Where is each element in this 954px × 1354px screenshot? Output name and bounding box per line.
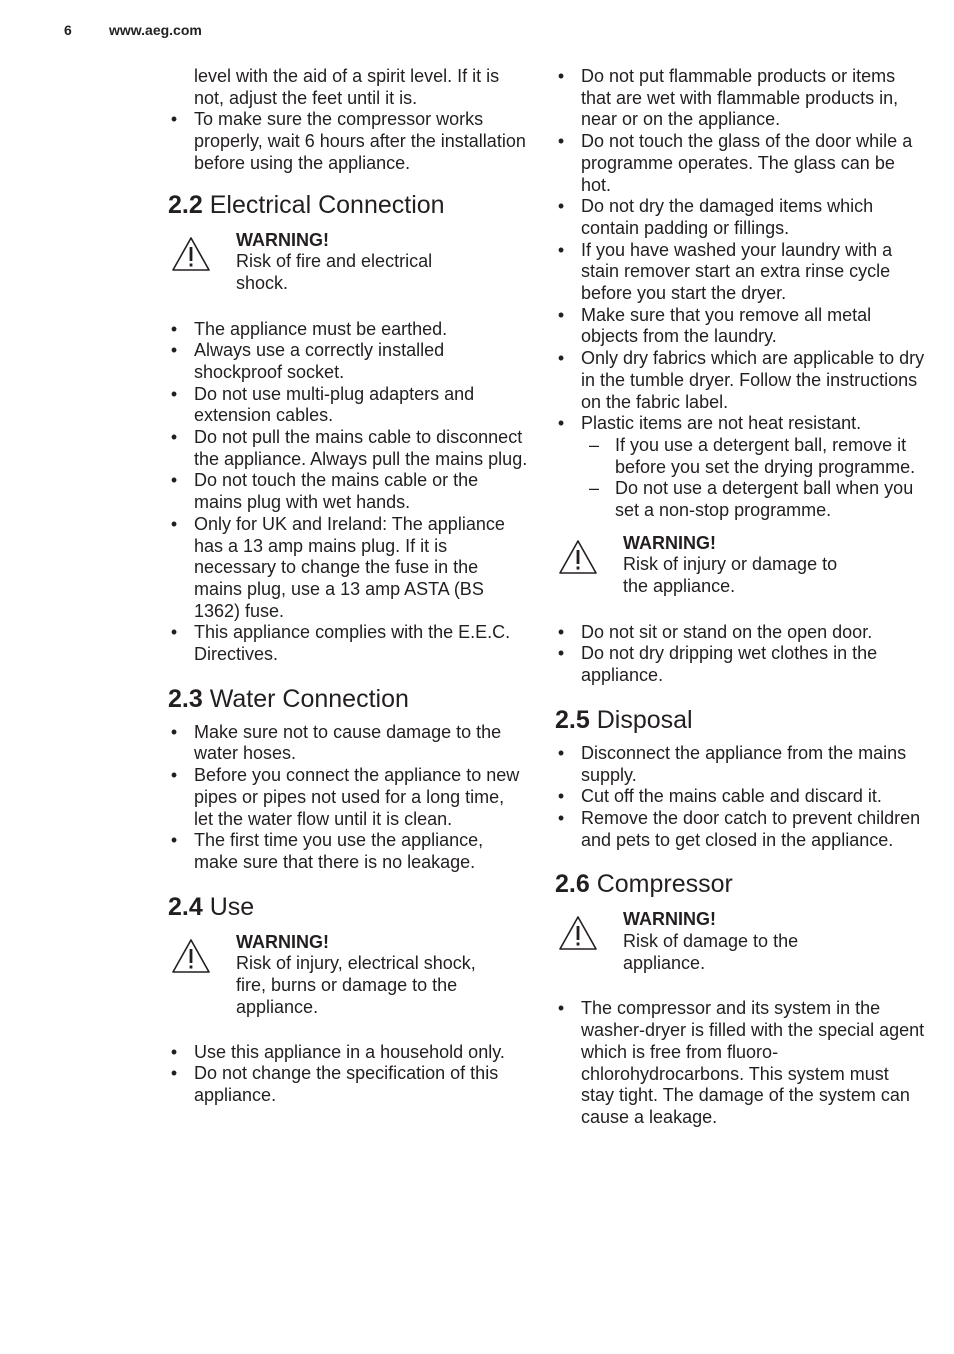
bullet-icon: •: [170, 340, 178, 361]
section-title: Compressor: [596, 870, 733, 899]
warning-block-use-2: [555, 533, 925, 622]
use-bullet-list: [168, 1042, 528, 1107]
section-heading-water: [168, 684, 528, 714]
bullet-icon: •: [557, 239, 565, 260]
list-item: [555, 305, 925, 348]
list-item: [168, 109, 528, 174]
list-item-text: The compressor and its system in the washer-dryer is filled with the special agent which is free from fluoro-chlorohydrocarbons. This system must stay tight. The damage of the system can cause a leakage.: [581, 998, 925, 1127]
bullet-icon: •: [170, 830, 178, 851]
bullet-icon: •: [170, 318, 178, 339]
page-number: 6: [64, 22, 72, 38]
list-item-text: Use this appliance in a household only.: [194, 1041, 505, 1062]
list-item: [555, 413, 925, 435]
bullet-icon: •: [557, 413, 565, 434]
list-item-text: Do not sit or stand on the open door.: [581, 621, 873, 642]
compressor-bullet-list: [555, 998, 925, 1128]
bullet-icon: •: [170, 721, 178, 742]
list-item: [555, 66, 925, 131]
list-item-text: Do not put flammable products or items that are wet with flammable products in, near or on the appliance.: [581, 66, 899, 130]
bullet-icon: •: [557, 742, 565, 763]
warning-text: Risk of injury, electrical shock, fire, burns or damage to the appliance.: [236, 953, 476, 1017]
list-item-text: The first time you use the appliance, make sure that there is no leakage.: [194, 830, 484, 872]
bullet-icon: •: [170, 513, 178, 534]
warning-triangle-icon: [558, 915, 598, 951]
section-number: 2.6: [555, 870, 590, 899]
list-item-text: Before you connect the appliance to new pipes or pipes not used for a long time, let the water flow until it is clean.: [194, 765, 520, 829]
section-title: Disposal: [596, 705, 693, 734]
bullet-icon: •: [557, 304, 565, 325]
warning-title: WARNING!: [236, 229, 329, 250]
list-item-text: Do not change the specification of this appliance.: [194, 1063, 499, 1106]
warning-triangle-icon: [171, 938, 211, 974]
right-column: [555, 66, 925, 1129]
section-number: 2.3: [168, 684, 203, 713]
left-column: [168, 66, 528, 1107]
warning-title: WARNING!: [623, 909, 716, 930]
list-item-text: Cut off the mains cable and discard it.: [581, 786, 882, 807]
section-number: 2.5: [555, 705, 590, 734]
intro-bullet-list: [168, 109, 528, 174]
bullet-icon: •: [170, 1041, 178, 1062]
list-item: [168, 384, 528, 427]
bullet-icon: •: [557, 348, 565, 369]
section-heading-disposal: [555, 705, 925, 735]
list-item-text: Only dry fabrics which are applicable to dry in the tumble dryer. Follow the instructions on the fabric label.: [581, 348, 925, 412]
list-item-text: Do not touch the mains cable or the mains plug with wet hands.: [194, 470, 479, 513]
section-title: Water Connection: [209, 684, 409, 713]
list-item: [168, 622, 528, 665]
dash-icon: –: [588, 478, 599, 499]
warning-title: WARNING!: [236, 931, 329, 952]
bullet-icon: •: [170, 383, 178, 404]
list-item: [555, 643, 925, 686]
bullet-icon: •: [557, 998, 565, 1019]
list-item: [168, 470, 528, 513]
section-number: 2.4: [168, 892, 203, 921]
bullet-icon: •: [170, 1063, 178, 1084]
sub-list-item: [555, 478, 925, 521]
list-item: [555, 622, 925, 644]
sub-list-item-text: Do not use a detergent ball when you set a non-stop programme.: [615, 478, 914, 521]
list-item: [555, 196, 925, 239]
list-item-text: To make sure the compressor works properly, wait 6 hours after the installation before using the appliance.: [194, 109, 526, 173]
list-item-text: Only for UK and Ireland: The appliance has a 13 amp mains plug. If it is necessary to change the fuse in the mains plug, use a 13 amp ASTA (BS 1362) fuse.: [194, 513, 505, 621]
section-number: 2.2: [168, 190, 203, 219]
list-item-text: Plastic items are not heat resistant.: [581, 413, 862, 434]
page-header: [0, 22, 954, 44]
bullet-icon: •: [557, 66, 565, 86]
disposal-bullet-list: [555, 743, 925, 852]
list-item: [168, 830, 528, 873]
electrical-bullet-list: [168, 319, 528, 666]
warning-block-compressor: [555, 909, 925, 998]
water-bullet-list: [168, 722, 528, 874]
continued-paragraph: level with the aid of a spirit level. If it is not, adjust the feet until it is.: [194, 66, 500, 108]
bullet-icon: •: [170, 109, 178, 130]
list-item-text: The appliance must be earthed.: [194, 318, 448, 339]
list-item: [168, 722, 528, 765]
list-item-text: Do not use multi-plug adapters and extension cables.: [194, 383, 475, 426]
list-item: [555, 240, 925, 305]
bullet-icon: •: [557, 807, 565, 828]
list-item: [555, 348, 925, 413]
list-item-text: If you have washed your laundry with a stain remover start an extra rinse cycle before you start the dryer.: [581, 239, 893, 304]
list-item: [555, 808, 925, 851]
list-item-text: Always use a correctly installed shockproof socket.: [194, 340, 445, 382]
list-item-text: Do not dry the damaged items which contain padding or fillings.: [581, 196, 874, 238]
website-url: www.aeg.com: [109, 22, 202, 38]
dash-icon: –: [588, 434, 599, 455]
list-item: [168, 765, 528, 830]
warning-triangle-icon: [558, 539, 598, 575]
warning-block-electrical: [168, 230, 528, 319]
bullet-icon: •: [557, 621, 565, 642]
warning-text: Risk of injury or damage to the appliance.: [623, 554, 838, 597]
bullet-icon: •: [170, 622, 178, 643]
list-item-text: Do not pull the mains cable to disconnect the appliance. Always pull the mains plug.: [194, 427, 528, 469]
list-item-text: Disconnect the appliance from the mains supply.: [581, 742, 907, 785]
list-item-text: Remove the door catch to prevent children and pets to get closed in the appliance.: [581, 807, 921, 850]
list-item: [168, 514, 528, 623]
section-heading-compressor: [555, 869, 925, 899]
bullet-icon: •: [557, 643, 565, 664]
warning-title: WARNING!: [623, 532, 716, 553]
plastic-sub-list: [555, 435, 925, 522]
bullet-icon: •: [170, 470, 178, 491]
list-item-text: This appliance complies with the E.E.C. Directives.: [194, 622, 511, 665]
list-item: [555, 131, 925, 196]
bullet-icon: •: [557, 786, 565, 807]
list-item-text: Do not dry dripping wet clothes in the appliance.: [581, 643, 878, 686]
section-title: Use: [209, 892, 255, 921]
warning-triangle-icon: [171, 236, 211, 272]
list-item: [168, 1063, 528, 1106]
sub-list-item: [555, 435, 925, 478]
list-item: [555, 743, 925, 786]
list-item-text: Make sure that you remove all metal objects from the laundry.: [581, 304, 872, 347]
use-bullet-list-2: [555, 622, 925, 687]
section-heading-electrical: [168, 190, 528, 220]
list-item: [168, 427, 528, 470]
warning-block-use: [168, 932, 528, 1042]
warning-text: Risk of fire and electrical shock.: [236, 251, 433, 293]
list-item: [168, 340, 528, 383]
warning-text: Risk of damage to the appliance.: [623, 931, 799, 973]
list-item: [555, 998, 925, 1128]
bullet-icon: •: [557, 131, 565, 152]
bullet-icon: •: [557, 196, 565, 217]
list-item: [555, 786, 925, 808]
list-item: [168, 319, 528, 341]
bullet-icon: •: [170, 765, 178, 786]
list-item-text: Do not touch the glass of the door while a programme operates. The glass can be hot.: [581, 131, 913, 195]
section-heading-use: [168, 892, 528, 922]
bullet-icon: •: [170, 427, 178, 448]
list-item: [168, 1042, 528, 1064]
list-item-text: Make sure not to cause damage to the water hoses.: [194, 721, 502, 764]
use-continued-bullet-list: [555, 66, 925, 435]
sub-list-item-text: If you use a detergent ball, remove it before you set the drying programme.: [615, 434, 916, 477]
section-title: Electrical Connection: [209, 190, 445, 219]
